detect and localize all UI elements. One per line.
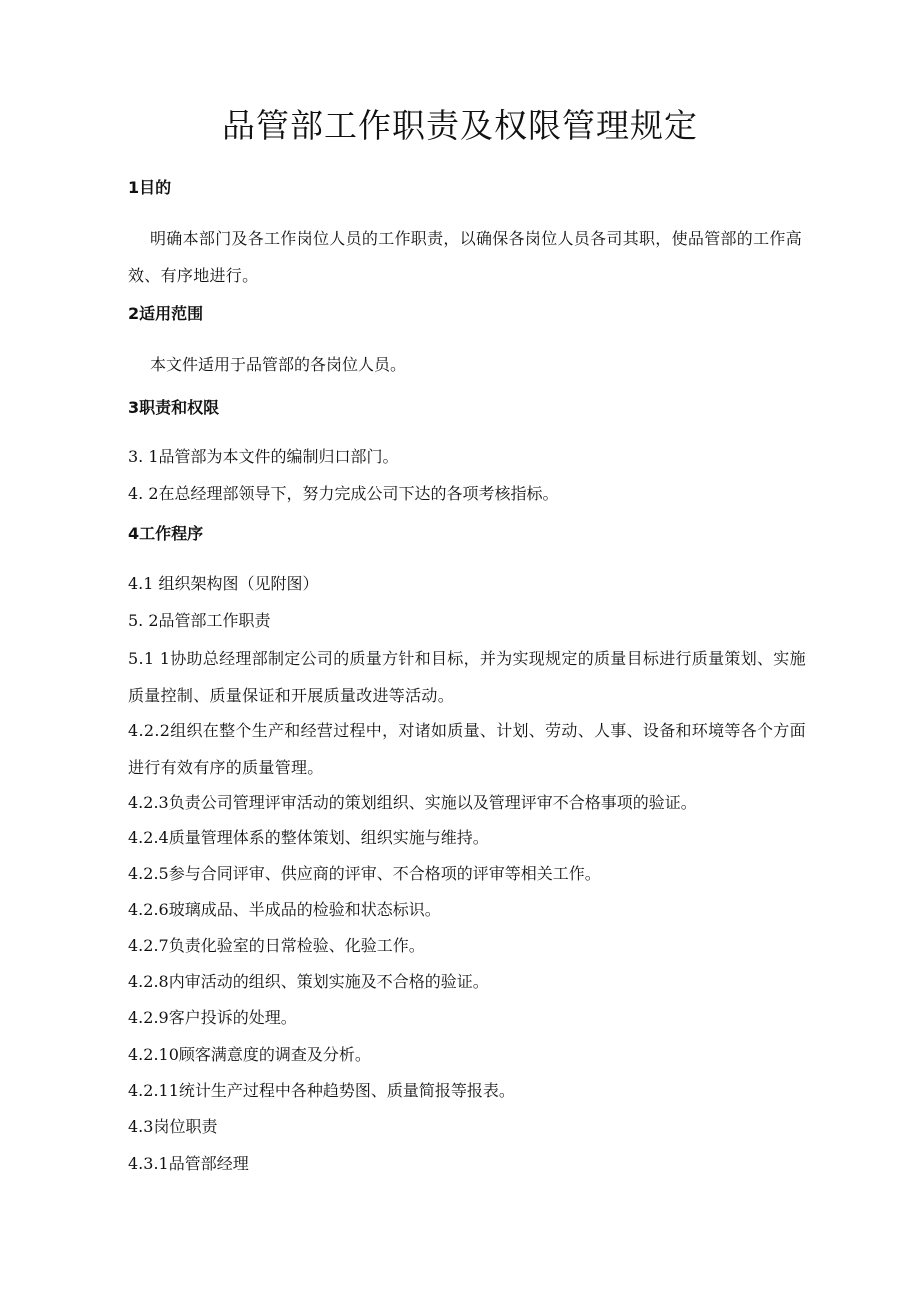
- list-item: 4. 2在总经理部领导下，努力完成公司下达的各项考核指标。: [128, 484, 559, 503]
- list-item: 3. 1品管部为本文件的编制归口部门。: [128, 447, 399, 466]
- list-item: 4.3岗位职责: [128, 1117, 218, 1136]
- list-item: 4.2.3负责公司管理评审活动的策划组织、实施以及管理评审不合格事项的验证。: [128, 793, 697, 812]
- document-title: 品管部工作职责及权限管理规定: [222, 106, 698, 145]
- list-item: 5. 2品管部工作职责: [128, 611, 271, 630]
- list-item: 4.2.2组织在整个生产和经营过程中，对诸如质量、计划、劳动、人事、设备和环境等各个方面进行有效有序的质量管理。: [128, 721, 806, 777]
- section-heading-procedure: 4工作程序: [128, 524, 204, 543]
- list-item: 4.2.11统计生产过程中各种趋势图、质量简报等报表。: [128, 1081, 515, 1100]
- list-item: 4.2.5参与合同评审、供应商的评审、不合格项的评审等相关工作。: [128, 864, 601, 883]
- section-heading-scope: 2适用范围: [128, 304, 204, 323]
- list-item: 4.1 组织架构图（见附图）: [128, 574, 319, 593]
- section-text-purpose: 明确本部门及各工作岗位人员的工作职责，以确保各岗位人员各司其职，使品管部的工作高效、有序地进行。: [128, 229, 803, 285]
- section-text-scope: 本文件适用于品管部的各岗位人员。: [150, 355, 407, 374]
- list-item: 4.2.8内审活动的组织、策划实施及不合格的验证。: [128, 972, 489, 991]
- section-heading-responsibility: 3职责和权限: [128, 398, 220, 417]
- list-item: 4.2.4质量管理体系的整体策划、组织实施与维持。: [128, 828, 489, 847]
- section-heading-purpose: 1目的: [128, 178, 172, 197]
- list-item: 4.2.6玻璃成品、半成品的检验和状态标识。: [128, 900, 441, 919]
- list-item: 4.2.10顾客满意度的调查及分析。: [128, 1045, 371, 1064]
- list-item: 5.1 1协助总经理部制定公司的质量方针和目标，并为实现规定的质量目标进行质量策划、实施质量控制、质量保证和开展质量改进等活动。: [128, 649, 806, 705]
- list-item: 4.2.9客户投诉的处理。: [128, 1008, 297, 1027]
- list-item: 4.3.1品管部经理: [128, 1154, 249, 1173]
- list-item: 4.2.7负责化验室的日常检验、化验工作。: [128, 936, 425, 955]
